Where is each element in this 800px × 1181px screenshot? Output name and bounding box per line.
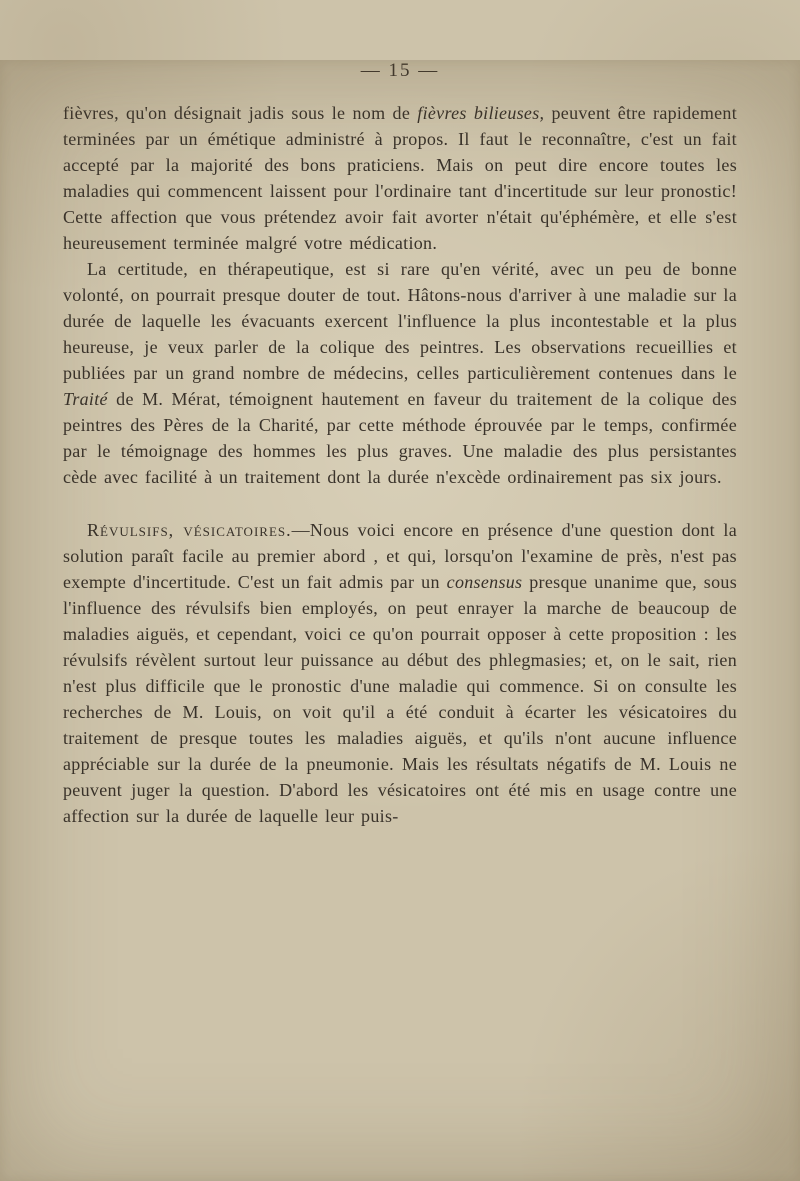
text-run: de M. Mérat, témoignent hautement en faveur du traitement de la colique des peintres des Pères de la Charité, par cette méthode éprouvée par le temps, confirmée par le témoignage des hommes les plus graves. Une maladie des plus persistantes cède avec facilité à un traitement dont la durée n'excède ordinairement pas six jours. [63,389,737,487]
text-run: La certitude, en thérapeutique, est si rare qu'en vérité, avec un peu de bonne volonté, on pourrait presque douter de tout. Hâtons-nous d'arriver à une maladie sur la durée de laquelle les évacuants exercent l'influence la plus incontestable et la plus heureuse, je veux parler de la colique des peintres. Les observations recueillies et publiées par un grand nombre de médecins, celles particulièrement contenues dans le [63,259,737,383]
section-heading-run: Révulsifs, vésicatoires. [87,520,292,540]
text-block [63,100,737,829]
paragraph-3 [63,517,737,829]
text-run: fièvres, qu'on désignait jadis sous le nom de [63,103,418,123]
paragraph-1 [63,100,737,256]
text-run-italic: consensus [446,572,523,592]
text-run: presque unanime que, sous l'influence des révulsifs bien employés, on peut enrayer la marche de beaucoup de maladies aiguës, et cependant, voici ce qu'on pourrait opposer à cette proposition : les révulsifs révèlent surtout leur puissance au début des phlegmasies; et, on le sait, rien n'est plus difficile que le pronostic d'une maladie qui commence. Si on consulte les recherches de M. Louis, on voit qu'il a été conduit à écarter les vésicatoires du traitement de presque toutes les maladies aiguës, et qu'ils n'ont aucune influence appréciable sur la durée de la pneumonie. Mais les résultats négatifs de M. Louis ne peuvent juger la question. D'abord les vésicatoires ont été mis en usage contre une affection sur la durée de laquelle leur puis- [63,572,737,826]
text-run-italic: Traité [63,389,108,409]
text-run-italic: fièvres bilieuses, [417,103,545,123]
paragraph-2 [63,256,737,490]
text-run: peuvent être rapidement terminées par un émétique administré à propos. Il faut le reconnaître, c'est un fait accepté par la majorité des bons praticiens. Mais on peut dire encore toutes les maladies qui commencent laissent pour l'ordinaire tant d'incertitude sur leur pronostic! Cette affection que vous prétendez avoir fait avorter n'était qu'éphémère, et elle s'est heureusement terminée malgré votre médication. [63,103,738,253]
text-run: —Nous voici encore en présence d'une question dont la solution paraît facile au premier abord , et qui, lorsqu'on l'examine de près, n'est pas exempte d'incertitude. C'est un fait admis par un [63,520,737,592]
page-number: — 15 — [360,60,440,81]
scanned-book-page [0,60,800,1181]
